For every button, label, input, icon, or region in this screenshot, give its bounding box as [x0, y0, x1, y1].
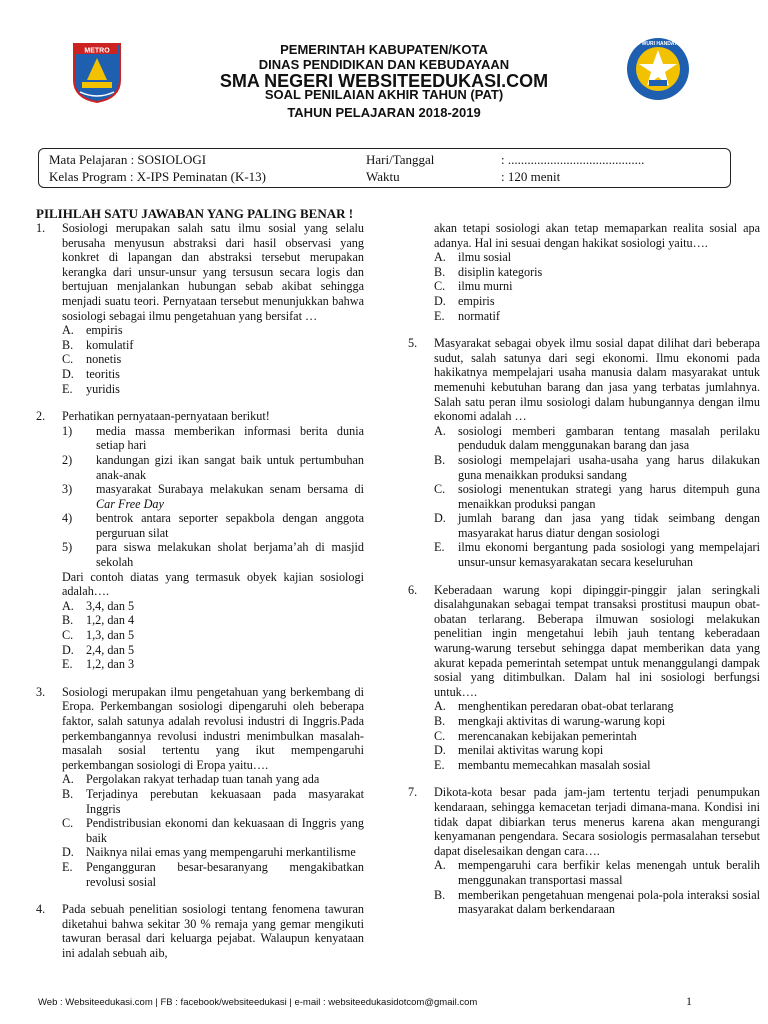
answer-option[interactable]: A. menghentikan peredaran obat-obat terlarang	[434, 699, 674, 714]
answer-option[interactable]: C. 1,3, dan 5	[62, 628, 135, 643]
question-2: 2. Perhatikan pernyataan-pernyataan berikut!	[36, 409, 364, 424]
answer-option[interactable]: B. 1,2, dan 4	[62, 613, 135, 628]
statement-item: 2) kandungan gizi ikan sangat baik untuk pertumbuhan anak-anak	[62, 452, 364, 482]
question-text: Keberadaan warung kopi dipinggir-pinggir jalan seringkali disalahgunakan sebagai tempat transaksi prostitusi maupun obat-obatan terlarang. Beberapa ilmuwan sosiologi melakukan penelitian ingin mengetahui lebih jauh tentang keberadaan warung-warung tersebut sehingga dapat memberikan data yang akurat kepada pemerintah setempat untuk menanggulangi dampak sosial yang ditimbulkan. Dalam hal ini sosiologi berfungsi untuk….	[434, 582, 760, 699]
instruction: PILIHLAH SATU JAWABAN YANG PALING BENAR !	[36, 206, 354, 221]
answer-option[interactable]: D. menilai aktivitas warung kopi	[434, 743, 604, 758]
footer-contact: Web : Websiteedukasi.com | FB : facebook/websiteedukasi | e-mail : websiteedukasidotcom@gmail.com	[38, 997, 478, 1008]
answer-option[interactable]: E. membantu memecahkan masalah sosial	[434, 757, 651, 772]
answer-option[interactable]: A. Pergolakan rakyat terhadap tuan tanah yang ada	[62, 772, 320, 787]
answer-option[interactable]: C. merencanakan kebijakan pemerintah	[434, 728, 637, 743]
statement-item: 5) para siswa melakukan sholat berjama’ah di masjid sekolah	[62, 540, 364, 570]
answer-option[interactable]: B. sosiologi mempelajari usaha-usaha yang harus dilakukan guna menaikkan produksi sandang	[434, 452, 760, 482]
day-date-value: : ..........................................	[501, 152, 645, 167]
answer-option[interactable]: E. normatif	[434, 308, 500, 323]
answer-option[interactable]: B. disiplin kategoris	[434, 264, 543, 279]
question-text: Perhatikan pernyataan-pernyataan berikut!	[62, 409, 270, 424]
answer-option[interactable]: A. empiris	[62, 323, 123, 338]
answer-option[interactable]: B. memberikan pengetahuan mengenai pola-pola interaksi sosial masyarakat dalam berkendaraan	[434, 887, 760, 917]
question-5: 5. Masyarakat sebagai obyek ilmu sosial dapat dilihat dari beberapa sudut, salah satunya dari segi ekonomi. Ilmu ekonomi pada hakikatnya mempelajari usaha manusia dalam masyarakat untuk memenuhi kebutuhan barang dan jasa yang terbatas jumlahnya. Salah satu peran ilmu sosiologi dalam hubungannya dengan ilmu ekonomi adalah …	[408, 336, 760, 424]
subject-label: Mata Pelajaran : SOSIOLOGI	[49, 152, 207, 167]
answer-option[interactable]: C. nonetis	[62, 352, 122, 367]
answer-option[interactable]: A. mempengaruhi cara berfikir kelas menengah untuk beralih menggunakan transportasi massal	[434, 858, 760, 887]
statement-item: 4) bentrok antara seporter sepakbola dengan anggota perguruan silat	[62, 511, 364, 540]
answer-option[interactable]: D. jumlah barang dan jasa yang tidak seimbang dengan masyarakat harus diatur dengan sosiologi	[434, 511, 760, 540]
answer-option[interactable]: C. sosiologi menentukan strategi yang harus ditempuh guna menaikkan produksi pangan	[434, 482, 760, 511]
answer-option[interactable]: E. 1,2, dan 3	[62, 657, 135, 672]
answer-option[interactable]: D. Naiknya nilai emas yang mempengaruhi merkantilisme	[62, 845, 356, 860]
answer-option[interactable]: E. yuridis	[62, 381, 120, 396]
question-text: Dari contoh diatas yang termasuk obyek kajian sosiologi adalah….	[62, 569, 364, 599]
answer-option[interactable]: A. 3,4, dan 5	[62, 598, 135, 613]
answer-option[interactable]: A. ilmu sosial	[434, 250, 512, 265]
answer-option[interactable]: D. 2,4, dan 5	[62, 642, 135, 657]
question-4: 4. Pada sebuah penelitian sosiologi tentang fenomena tawuran diketahui bahwa sekitar 30 % remaja yang gemar mengikuti tawuran berasal dari keluarga pejabat. Walaupun kenyataan ini adalah sebuah aib,	[36, 902, 364, 960]
answer-option[interactable]: C. Pendistribusian ekonomi dan kekuasaan di Inggris yang baik	[62, 816, 364, 845]
answer-option[interactable]: E. ilmu ekonomi bergantung pada sosiologi yang mempelajari unsur-unsur kemasyarakatan secara keseluruhan	[434, 540, 760, 570]
time-value: : 120 menit	[501, 169, 561, 184]
answer-option[interactable]: D. teoritis	[62, 366, 120, 381]
question-text: Sosiologi merupakan ilmu pengetahuan yang berkembang di Eropa. Perkembangan sosiologi dipengaruhi oleh beberapa faktor, salah satunya adalah revolusi industri di Inggris.Pada perkembangannya revolusi industri menimbulkan masalah-masalah sosial tertentu yang ikut mempengaruhi perkembangan sosiologi di Eropa yaitu….	[62, 684, 364, 772]
header-academic-year: TAHUN PELAJARAN 2018-2019	[287, 105, 481, 120]
question-3: 3. Sosiologi merupakan ilmu pengetahuan yang berkembang di Eropa. Perkembangan sosiologi dipengaruhi oleh beberapa faktor, salah satunya adalah revolusi industri di Inggris.Pada perkembangannya revolusi industri menimbulkan masalah-masalah sosial tertentu yang ikut mempengaruhi perkembangan sosiologi di Eropa yaitu….	[36, 684, 364, 772]
question-7: 7. Dikota-kota besar pada jam-jam tertentu terjadi penumpukan kendaraan, sehingga kemacetan terjadi dimana-mana. Kondisi ini tidak dapat dibiarkan terus menerus karena akan mengurangi kenyamanan pengendara. Secara sosiologis permasalahan tersebut dapat diselesaikan dengan cara….	[408, 785, 760, 858]
header-department: DINAS PENDIDIKAN DAN KEBUDAYAAN	[258, 57, 510, 72]
answer-option[interactable]: D. empiris	[434, 293, 495, 308]
answer-option[interactable]: C. ilmu murni	[434, 279, 513, 294]
question-1: 1. Sosiologi merupakan salah satu ilmu sosial yang selalu berusaha menyusun abstraksi dari hasil observasi yang konkret di lapangan dan abstraksi tersebut merupakan kerangka dari unsur-unsur yang tersusun secara logis dan bertujuan menjalankan hubungan sebab akibat sehingga menjadi suatu teori. Pernyataan tersebut menunjukkan bahwa sosiologi sebagai ilmu pengetahuan yang bersifat …	[36, 221, 364, 323]
answer-option[interactable]: A. sosiologi memberi gambaran tentang masalah perilaku penduduk dalam menggunakan barang dan jasa	[434, 423, 760, 453]
exam-info-box	[38, 148, 731, 188]
left-column	[36, 206, 364, 961]
answer-option[interactable]: E. Pengangguran besar-besaranyang mengakibatkan revolusi sosial	[62, 859, 364, 889]
program-label: Kelas Program : X-IPS Peminatan (K-13)	[49, 169, 266, 184]
day-date-label: Hari/Tanggal	[366, 152, 435, 167]
right-column	[408, 221, 760, 917]
svg-text:METRO: METRO	[84, 47, 110, 55]
question-text: Pada sebuah penelitian sosiologi tentang fenomena tawuran diketahui bahwa sekitar 30 % remaja yang gemar mengikuti tawuran berasal dari keluarga pejabat. Walaupun kenyataan ini adalah sebuah aib,	[62, 902, 364, 960]
question-text: Masyarakat sebagai obyek ilmu sosial dapat dilihat dari beberapa sudut, salah satunya dari segi ekonomi. Ilmu ekonomi pada hakikatnya mempelajari usaha manusia dalam masyarakat untuk memenuhi kebutuhan barang dan jasa yang terbatas jumlahnya. Salah satu peran ilmu sosiologi dalam hubungannya dengan ilmu ekonomi adalah …	[434, 336, 760, 424]
header-exam-title: SOAL PENILAIAN AKHIR TAHUN (PAT)	[264, 87, 504, 102]
header-government: PEMERINTAH KABUPATEN/KOTA	[280, 42, 488, 57]
header-school-name: SMA NEGERI WEBSITEEDUKASI.COM	[219, 71, 549, 91]
answer-option[interactable]: B. komulatif	[62, 337, 134, 352]
question-text: Dikota-kota besar pada jam-jam tertentu terjadi penumpukan kendaraan, sehingga kemacetan terjadi dimana-mana. Kondisi ini tidak dapat dibiarkan terus menerus karena akan mengurangi kenyamanan pengendara. Secara sosiologis permasalahan tersebut dapat diselesaikan dengan cara….	[434, 785, 760, 858]
page-number: 1	[686, 994, 692, 1008]
question-text: Sosiologi merupakan salah satu ilmu sosial yang selalu berusaha menyusun abstraksi dari hasil observasi yang konkret di lapangan dan abstraksi tersebut merupakan kerangka dari unsur-unsur yang tersusun secara logis dan bertujuan menjalankan hubungan sebab akibat sehingga menjadi suatu teori. Pernyataan tersebut menunjukkan bahwa sosiologi sebagai ilmu pengetahuan yang bersifat …	[62, 221, 364, 323]
svg-text:TUT WURI HANDAYANI: TUT WURI HANDAYANI	[630, 41, 686, 47]
question-6: 6. Keberadaan warung kopi dipinggir-pinggir jalan seringkali disalahgunakan sebagai tempat transaksi prostitusi maupun obat-obatan terlarang. Beberapa ilmuwan sosiologi melakukan penelitian ingin mengetahui lebih jauh tentang keberadaan warung-warung tersebut sehingga dapat memberikan data yang akurat kepada pemerintah setempat untuk menanggulangi dampak sosial yang ditimbulkan. Dalam hal ini sosiologi berfungsi untuk….	[408, 582, 760, 699]
answer-option[interactable]: B. mengkaji aktivitas di warung-warung kopi	[434, 714, 666, 728]
question-4-continued: akan tetapi sosiologi akan tetap memaparkan realita sosial apa adanya. Hal ini sesuai dengan hakikat sosiologi yaitu….	[434, 221, 760, 250]
statement-item: 1) media massa memberikan informasi berita dunia setiap hari	[62, 423, 364, 453]
time-label: Waktu	[366, 169, 400, 184]
statement-item: 3) masyarakat Surabaya melakukan senam bersama di Car Free Day	[62, 482, 364, 511]
answer-option[interactable]: B. Terjadinya perebutan kekuasaan pada masyarakat Inggris	[62, 786, 364, 816]
